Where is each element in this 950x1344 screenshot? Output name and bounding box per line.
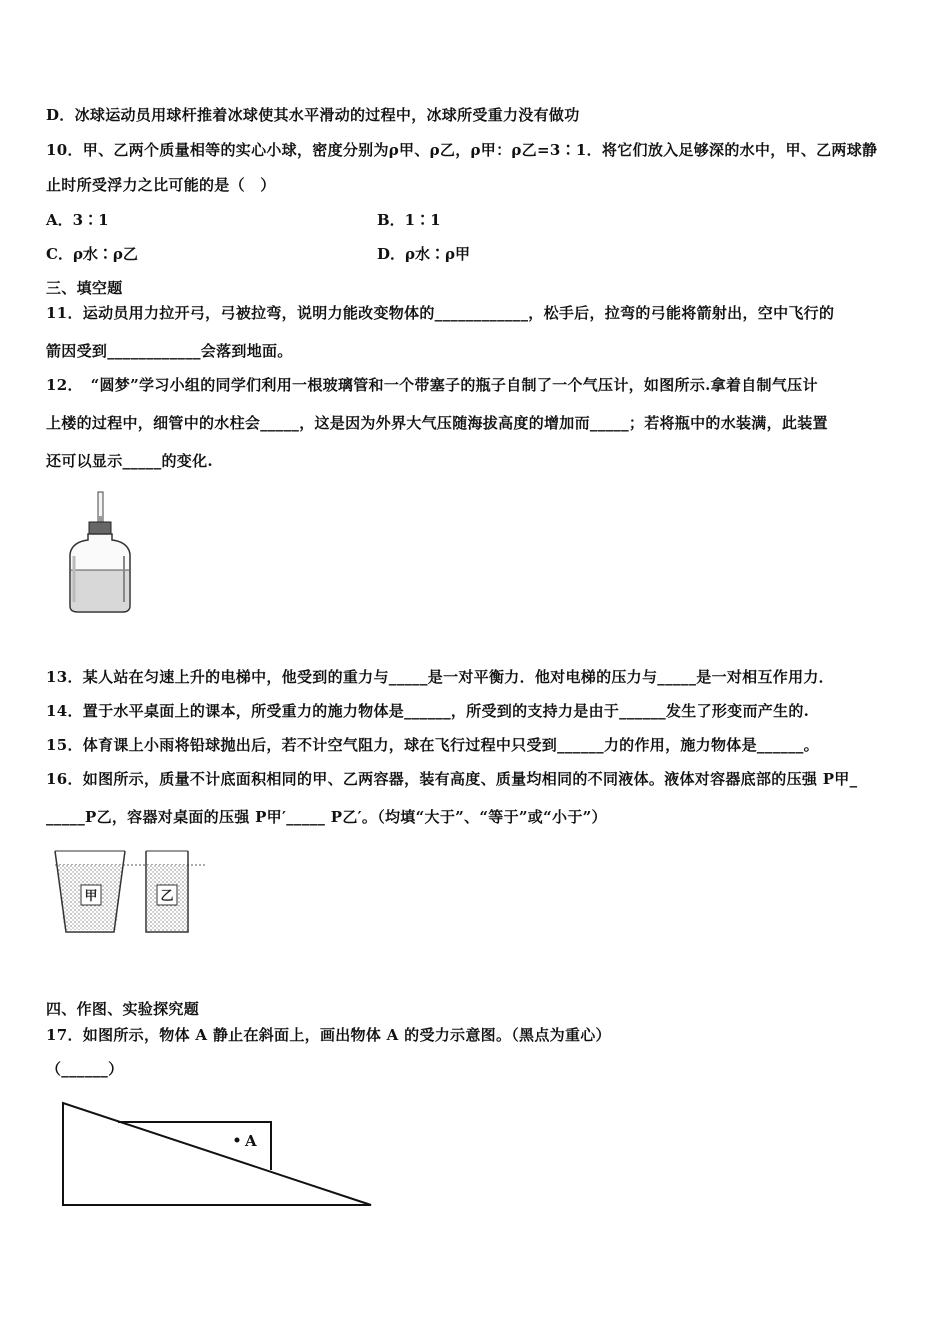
q17-answer-blank: （______） xyxy=(46,1060,124,1078)
center-of-gravity-dot xyxy=(235,1138,240,1143)
q10-option-c: C．ρ水∶ρ乙 xyxy=(46,245,138,263)
q16-line2: _____P乙，容器对桌面的压强 P甲′_____ P乙′。（均填“大于”、“等于”或“小于”） xyxy=(46,808,607,826)
q9-option-d: D．冰球运动员用球杆推着冰球使其水平滑动的过程中，冰球所受重力没有做功 xyxy=(46,106,580,124)
section3-title: 三、填空题 xyxy=(46,279,123,297)
q10-option-b: B．1∶1 xyxy=(377,211,441,229)
q12-line3: 还可以显示_____的变化. xyxy=(46,452,213,470)
incline-figure xyxy=(55,1095,380,1215)
q10-option-a: A．3∶1 xyxy=(46,211,109,229)
label-a: A xyxy=(245,1132,257,1150)
q11-line2: 箭因受到____________会落到地面。 xyxy=(46,342,293,360)
q12-line1: 12． “圆梦”学习小组的同学们利用一根玻璃管和一个带塞子的瓶子自制了一个气压计，如图所示.拿着自制气压计 xyxy=(46,376,818,394)
q10-line2: 止时所受浮力之比可能的是（ ） xyxy=(46,176,276,194)
q15-line1: 15．体育课上小雨将铅球抛出后，若不计空气阻力，球在飞行过程中只受到______力的作用，施力物体是______。 xyxy=(46,736,819,754)
q10-line1: 10．甲、乙两个质量相等的实心小球，密度分别为ρ甲、ρ乙，ρ甲：ρ乙=3∶1．将它们放入足够深的水中，甲、乙两球静 xyxy=(46,141,878,159)
label-yi: 乙 xyxy=(160,889,174,904)
q17-line1: 17．如图所示，物体 A 静止在斜面上，画出物体 A 的受力示意图。（黑点为重心） xyxy=(46,1026,611,1044)
q12-line2: 上楼的过程中，细管中的水柱会_____，这是因为外界大气压随海拔高度的增加而_____；若将瓶中的水装满，此装置 xyxy=(46,414,828,432)
barometer-figure xyxy=(60,490,140,620)
q14-line1: 14．置于水平桌面上的课本，所受重力的施力物体是______，所受到的支持力是由于______发生了形变而产生的. xyxy=(46,702,810,720)
q16-line1: 16．如图所示，质量不计底面积相同的甲、乙两容器，装有高度、质量均相同的不同液体。液体对容器底部的压强 P甲_ xyxy=(46,770,858,788)
incline xyxy=(63,1103,371,1205)
label-jia: 甲 xyxy=(84,889,98,904)
q10-option-d: D．ρ水∶ρ甲 xyxy=(377,245,470,263)
containers-figure xyxy=(50,845,210,940)
stopper xyxy=(89,522,111,534)
q13-line1: 13．某人站在匀速上升的电梯中，他受到的重力与_____是一对平衡力．他对电梯的压力与_____是一对相互作用力． xyxy=(46,668,834,686)
section4-title: 四、作图、实验探究题 xyxy=(46,1000,200,1018)
bottle-water xyxy=(71,570,129,611)
q11-line1: 11．运动员用力拉开弓，弓被拉弯，说明力能改变物体的____________，松手后，拉弯的弓能将箭射出，空中飞行的 xyxy=(46,304,835,322)
